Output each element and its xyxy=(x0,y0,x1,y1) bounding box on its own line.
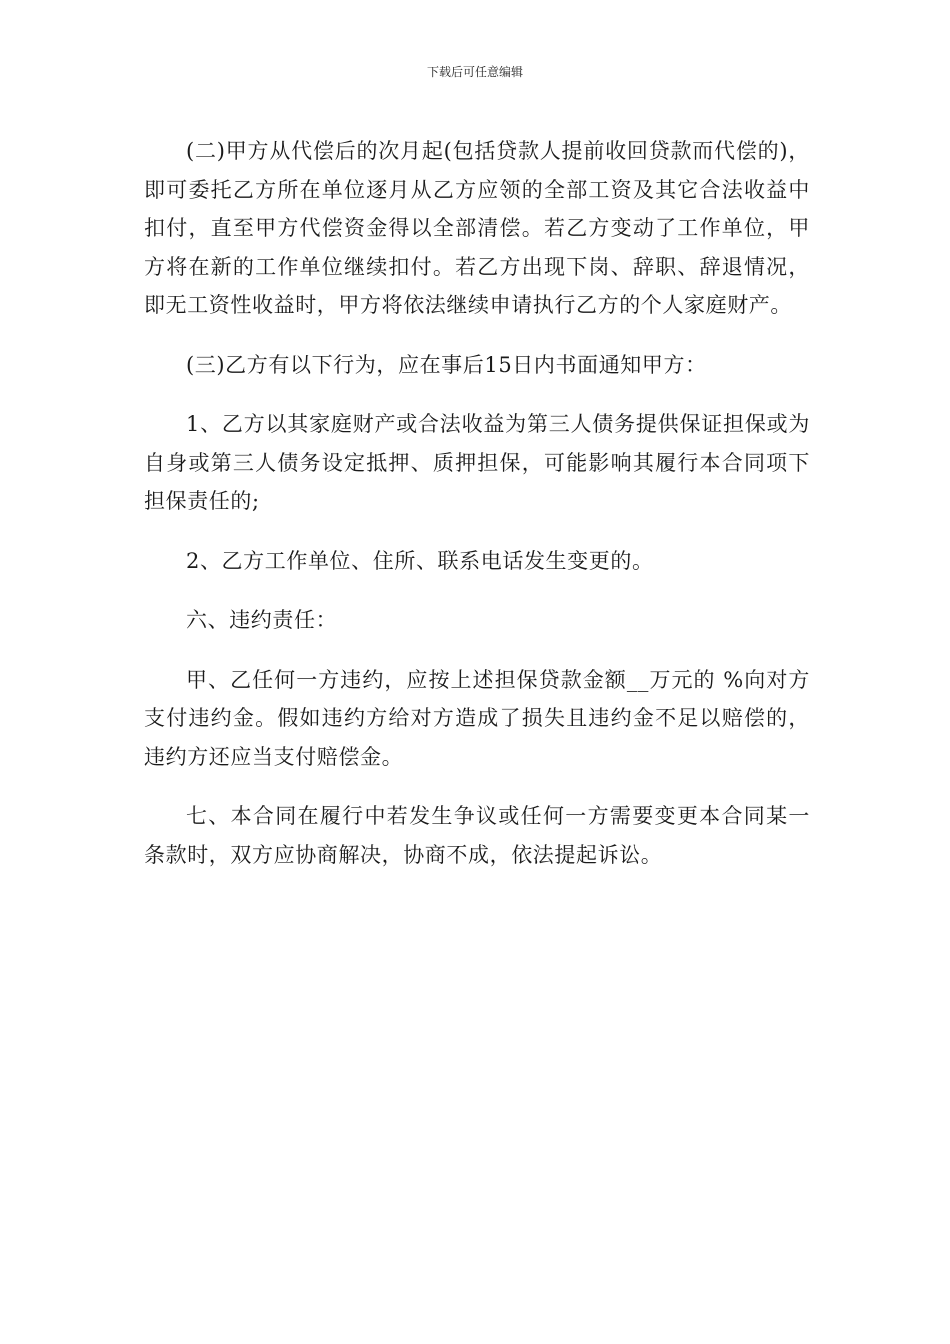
paragraph-dispute-resolution: 七、本合同在履行中若发生争议或任何一方需要变更本合同某一条款时，双方应协商解决，协商不成，依法提起诉讼。 xyxy=(144,804,810,867)
paragraph-repayment-deduction: (二)甲方从代偿后的次月起(包括贷款人提前收回贷款而代偿的)，即可委托乙方所在单位逐月从乙方应领的全部工资及其它合法收益中扣付，直至甲方代偿资金得以全部清偿。若乙方变动了工作单位，甲方将在新的工作单位继续扣付。若乙方出现下岗、辞职、辞退情况，即无工资性收益时，甲方将依法继续申请执行乙方的个人家庭财产。 xyxy=(144,139,810,317)
section-heading-liability: 六、违约责任： xyxy=(186,608,338,632)
paragraph-notification-duty: (三)乙方有以下行为，应在事后15日内书面通知甲方： xyxy=(186,352,707,377)
paragraph-breach-penalty: 甲、乙任何一方违约，应按上述担保贷款金额__万元的 %向对方支付违约金。假如违约方给对方造成了损失且违约金不足以赔偿的，违约方还应当支付赔偿金。 xyxy=(144,667,810,769)
paragraph-item-2-change: 2、乙方工作单位、住所、联系电话发生变更的。 xyxy=(186,548,654,573)
page-header: 下载后可任意编辑 xyxy=(426,65,523,79)
paragraph-item-1-guarantee: 1、乙方以其家庭财产或合法收益为第三人债务提供保证担保或为自身或第三人债务设定抵押、质押担保，可能影响其履行本合同项下担保责任的; xyxy=(144,412,810,513)
document-body xyxy=(144,132,810,874)
